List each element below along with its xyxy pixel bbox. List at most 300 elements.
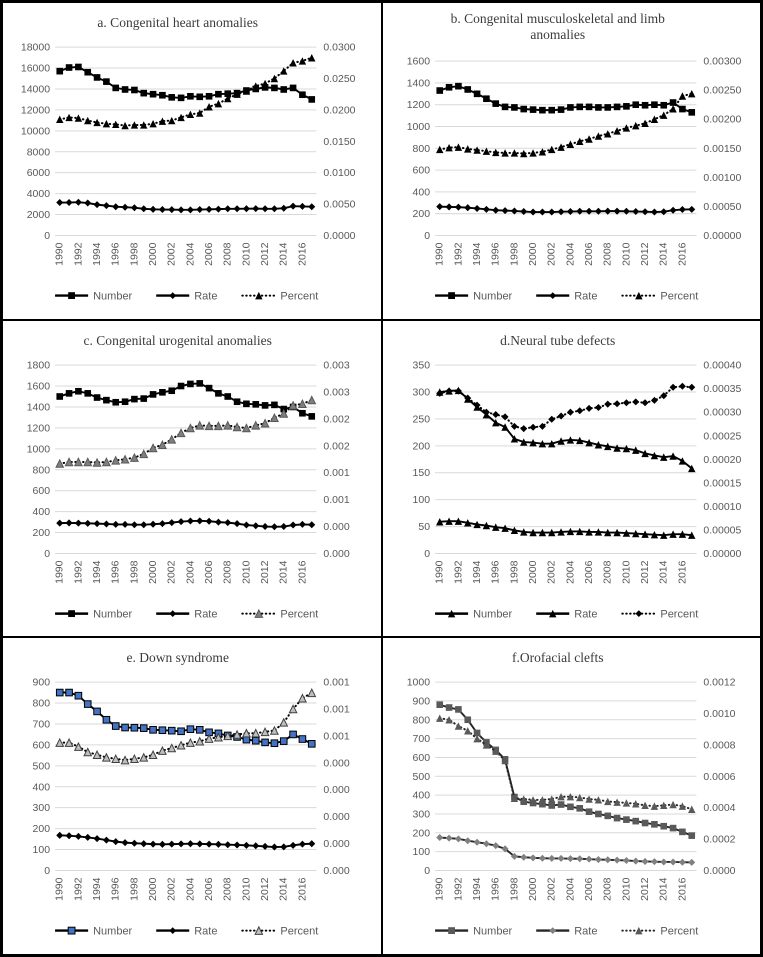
triangle-marker	[56, 460, 63, 467]
square-marker	[252, 738, 259, 745]
square-marker	[688, 109, 695, 116]
svg-text:1990: 1990	[433, 560, 446, 584]
svg-text:1994: 1994	[470, 242, 483, 266]
svg-text:1996: 1996	[489, 242, 502, 266]
legend-label: Rate	[573, 608, 597, 621]
square-marker	[548, 803, 555, 810]
triangle-marker	[280, 719, 287, 726]
svg-text:0.0150: 0.0150	[323, 135, 356, 148]
legend-label: Rate	[573, 925, 597, 938]
svg-text:2004: 2004	[563, 242, 576, 266]
diamond-marker	[549, 292, 556, 299]
square-marker	[483, 95, 490, 102]
square-marker	[613, 815, 620, 822]
square-marker	[641, 102, 648, 109]
square-marker	[280, 86, 287, 93]
square-marker	[122, 86, 129, 93]
legend-label: Number	[472, 290, 512, 303]
diamond-marker	[669, 859, 676, 866]
diamond-marker	[243, 205, 250, 212]
chart-panel-d	[382, 320, 762, 638]
svg-text:1996: 1996	[109, 877, 122, 902]
right-axis-labels	[323, 677, 349, 877]
diamond-marker	[548, 415, 555, 422]
svg-text:50: 50	[417, 520, 430, 533]
diamond-marker	[169, 292, 176, 299]
svg-text:0.00015: 0.00015	[702, 477, 741, 490]
svg-text:400: 400	[32, 505, 51, 518]
diamond-marker	[290, 842, 297, 849]
square-marker	[94, 394, 101, 401]
svg-text:900: 900	[32, 676, 51, 689]
diamond-marker	[492, 207, 499, 214]
svg-text:1998: 1998	[507, 560, 520, 584]
triangle-marker	[299, 695, 306, 702]
triangle-marker	[65, 739, 72, 746]
triangle-marker	[501, 423, 508, 430]
diamond-marker	[492, 842, 499, 849]
diamond-marker	[669, 383, 676, 390]
series-a-rate	[56, 199, 315, 214]
svg-text:1992: 1992	[72, 560, 85, 584]
svg-text:1000: 1000	[406, 676, 430, 689]
diamond-marker	[75, 833, 82, 840]
square-marker	[585, 809, 592, 816]
svg-text:2012: 2012	[259, 242, 272, 266]
right-axis-labels	[323, 359, 349, 559]
diamond-marker	[112, 521, 119, 528]
chart-a-title	[97, 15, 258, 30]
triangle-marker	[140, 450, 147, 457]
series-a-percent	[56, 54, 315, 129]
diamond-marker	[122, 521, 129, 528]
svg-text:300: 300	[412, 808, 430, 821]
chart-panel-b	[382, 2, 762, 320]
diamond-marker	[94, 520, 101, 527]
svg-text:2016: 2016	[296, 877, 309, 902]
diamond-marker	[635, 610, 642, 617]
diamond-marker	[178, 206, 185, 213]
svg-text:1400: 1400	[26, 401, 51, 414]
diamond-marker	[168, 206, 175, 213]
square-marker	[262, 402, 269, 409]
diamond-marker	[131, 840, 138, 847]
square-marker	[187, 93, 194, 100]
legend-item-number	[55, 926, 132, 938]
svg-text:2002: 2002	[165, 877, 178, 902]
square-marker	[196, 727, 203, 734]
diamond-marker	[84, 834, 91, 841]
diamond-marker	[66, 199, 73, 206]
svg-text:0.0010: 0.0010	[702, 708, 736, 721]
diamond-marker	[66, 833, 73, 840]
diamond-marker	[187, 206, 194, 213]
legend-item-percent	[622, 608, 698, 620]
triangle-marker	[688, 90, 695, 97]
square-marker	[103, 78, 110, 85]
right-axis-labels	[703, 359, 741, 559]
legend-item-rate	[536, 926, 597, 938]
legend-item-percent	[242, 608, 318, 620]
chart-panel-e	[2, 637, 382, 955]
triangle-marker	[650, 116, 657, 123]
diamond-marker	[140, 205, 147, 212]
svg-text:800: 800	[32, 697, 51, 710]
svg-text:0.001: 0.001	[323, 493, 350, 506]
svg-text:1998: 1998	[507, 877, 520, 902]
square-marker	[252, 401, 259, 408]
square-marker	[280, 738, 287, 745]
legend	[55, 926, 318, 938]
square-marker	[557, 106, 564, 113]
square-marker	[651, 821, 658, 828]
square-marker	[206, 384, 213, 391]
legend	[435, 290, 698, 302]
svg-text:400: 400	[412, 789, 430, 802]
svg-text:2006: 2006	[582, 560, 595, 584]
diamond-marker	[150, 841, 157, 848]
svg-text:0.00000: 0.00000	[702, 229, 741, 242]
diamond-marker	[576, 856, 583, 863]
svg-text:100: 100	[412, 846, 430, 859]
square-marker	[178, 382, 185, 389]
diamond-marker	[103, 837, 110, 844]
square-marker	[455, 83, 462, 90]
square-marker	[271, 85, 278, 92]
svg-text:600: 600	[412, 164, 430, 177]
diamond-marker	[159, 206, 166, 213]
diamond-marker	[650, 209, 657, 216]
svg-text:0: 0	[44, 547, 51, 560]
diamond-marker	[122, 839, 129, 846]
triangle-marker	[289, 59, 296, 66]
square-marker	[660, 823, 667, 830]
svg-text:0.0004: 0.0004	[702, 802, 736, 815]
svg-text:1998: 1998	[507, 242, 520, 266]
svg-text:200: 200	[32, 823, 51, 836]
svg-text:0: 0	[423, 547, 430, 560]
left-axis-labels	[21, 42, 50, 242]
svg-text:350: 350	[412, 359, 430, 372]
triangle-marker	[56, 116, 63, 123]
square-marker	[215, 390, 222, 397]
diamond-marker	[613, 400, 620, 407]
triangle-marker	[436, 146, 443, 153]
square-marker	[112, 399, 119, 406]
square-marker	[595, 104, 602, 111]
diamond-marker	[131, 204, 138, 211]
diamond-marker	[445, 203, 452, 210]
gridlines	[435, 365, 696, 553]
svg-text:1998: 1998	[128, 877, 141, 902]
series-e-percent	[56, 689, 315, 764]
svg-text:2000: 2000	[147, 877, 160, 902]
square-marker	[112, 723, 119, 730]
diamond-marker	[529, 855, 536, 862]
svg-text:0: 0	[44, 229, 51, 242]
diamond-marker	[159, 520, 166, 527]
legend	[55, 608, 318, 620]
svg-text:0.00150: 0.00150	[702, 142, 741, 155]
svg-text:2000: 2000	[147, 560, 160, 584]
svg-text:14000: 14000	[20, 83, 51, 96]
legend-item-number	[435, 926, 512, 938]
diamond-marker	[169, 610, 176, 617]
legend-label: Number	[93, 290, 133, 303]
diamond-marker	[103, 202, 110, 209]
svg-text:0.000: 0.000	[323, 520, 350, 533]
square-marker	[529, 106, 536, 113]
square-marker	[567, 804, 574, 811]
diamond-marker	[632, 858, 639, 865]
square-marker	[178, 728, 185, 735]
legend-label: Percent	[280, 925, 319, 938]
svg-text:2016: 2016	[675, 877, 688, 902]
svg-text:400: 400	[32, 781, 51, 794]
diamond-marker	[436, 203, 443, 210]
svg-text:1800: 1800	[26, 359, 51, 372]
svg-text:2012: 2012	[259, 877, 272, 902]
square-marker	[94, 74, 101, 81]
svg-text:2002: 2002	[545, 560, 558, 584]
svg-text:2006: 2006	[582, 242, 595, 266]
square-marker	[632, 818, 639, 825]
diamond-marker	[196, 517, 203, 524]
svg-text:2006: 2006	[203, 877, 216, 902]
square-marker	[168, 387, 175, 394]
diamond-marker	[252, 843, 259, 850]
svg-text:2016: 2016	[296, 242, 309, 266]
square-marker	[234, 398, 241, 405]
svg-text:2004: 2004	[184, 242, 197, 266]
svg-text:200: 200	[412, 827, 430, 840]
svg-text:2008: 2008	[221, 242, 234, 266]
series-b-percent	[436, 90, 695, 157]
svg-text:b. Congenital musculoskeletal: b. Congenital musculoskeletal and limb	[450, 11, 665, 27]
x-axis-labels	[433, 560, 688, 584]
square-marker	[56, 393, 63, 400]
diamond-marker	[131, 521, 138, 528]
diamond-marker	[215, 841, 222, 848]
svg-text:16000: 16000	[20, 62, 51, 75]
svg-text:700: 700	[412, 733, 430, 746]
square-marker	[168, 728, 175, 735]
chart-d-title	[500, 333, 615, 348]
svg-text:900: 900	[412, 695, 430, 708]
square-marker	[445, 705, 452, 712]
square-marker	[131, 395, 138, 402]
gridlines	[435, 61, 696, 235]
diamond-marker	[234, 205, 241, 212]
svg-text:2002: 2002	[545, 877, 558, 902]
legend-item-number	[435, 290, 512, 302]
chart-e-canvas	[3, 638, 381, 954]
svg-text:2010: 2010	[619, 560, 632, 584]
diamond-marker	[206, 517, 213, 524]
svg-text:1992: 1992	[72, 877, 85, 902]
diamond-marker	[436, 834, 443, 841]
legend-label: Rate	[194, 608, 218, 621]
square-marker	[187, 380, 194, 387]
diamond-marker	[169, 928, 176, 935]
diamond-marker	[290, 203, 297, 210]
legend-label: Percent	[280, 290, 319, 303]
square-marker	[290, 85, 297, 92]
square-marker	[112, 85, 119, 92]
svg-text:0.00025: 0.00025	[702, 429, 741, 442]
svg-text:2004: 2004	[184, 560, 197, 584]
svg-text:600: 600	[32, 739, 51, 752]
triangle-marker	[464, 727, 471, 734]
triangle-marker	[669, 801, 676, 808]
svg-text:0.00100: 0.00100	[702, 171, 741, 184]
diamond-marker	[234, 520, 241, 527]
diamond-marker	[206, 841, 213, 848]
chart-f-canvas	[383, 638, 761, 954]
diamond-marker	[641, 399, 648, 406]
square-marker	[224, 393, 231, 400]
square-marker	[613, 104, 620, 111]
svg-text:0.001: 0.001	[323, 676, 350, 689]
svg-text:600: 600	[32, 484, 51, 497]
square-marker	[150, 91, 157, 98]
square-marker	[445, 84, 452, 91]
square-marker	[215, 91, 222, 98]
square-marker	[299, 91, 306, 98]
triangle-marker	[149, 444, 156, 451]
square-marker	[641, 820, 648, 827]
svg-text:2000: 2000	[26, 209, 51, 222]
svg-text:1200: 1200	[26, 422, 51, 435]
diamond-marker	[66, 519, 73, 526]
diamond-marker	[557, 855, 564, 862]
diamond-marker	[492, 411, 499, 418]
diamond-marker	[473, 205, 480, 212]
svg-text:2004: 2004	[563, 560, 576, 584]
diamond-marker	[178, 518, 185, 525]
left-axis-labels	[406, 56, 430, 242]
svg-text:0.003: 0.003	[323, 359, 350, 372]
svg-text:1992: 1992	[72, 242, 85, 266]
diamond-marker	[501, 207, 508, 214]
square-marker	[548, 107, 555, 114]
diamond-marker	[262, 205, 269, 212]
square-marker	[679, 829, 686, 836]
square-marker	[178, 95, 185, 102]
square-marker	[520, 106, 527, 113]
svg-text:0: 0	[423, 865, 430, 878]
svg-text:anomalies: anomalies	[529, 27, 585, 43]
svg-text:0.0100: 0.0100	[323, 167, 356, 180]
square-marker	[140, 395, 147, 402]
square-marker	[122, 398, 129, 405]
svg-text:0.000: 0.000	[323, 547, 350, 560]
legend-item-percent	[242, 926, 318, 938]
square-marker	[576, 805, 583, 812]
series-c-rate	[56, 517, 315, 530]
svg-text:1996: 1996	[109, 560, 122, 584]
triangle-marker	[436, 715, 443, 722]
svg-text:0.0012: 0.0012	[702, 676, 736, 689]
diamond-marker	[688, 859, 695, 866]
svg-text:2016: 2016	[296, 560, 309, 584]
square-marker	[66, 390, 73, 397]
diamond-marker	[94, 201, 101, 208]
triangle-marker	[454, 723, 461, 730]
diamond-marker	[168, 519, 175, 526]
svg-text:200: 200	[32, 526, 51, 539]
chart-panel-f	[382, 637, 762, 955]
chart-panel-a	[2, 2, 382, 320]
svg-text:2012: 2012	[638, 877, 651, 902]
svg-text:2000: 2000	[526, 877, 539, 902]
diamond-marker	[122, 204, 129, 211]
diamond-marker	[566, 855, 573, 862]
square-marker	[131, 87, 138, 94]
svg-text:2012: 2012	[638, 242, 651, 266]
series-f-rate	[436, 834, 695, 866]
square-marker	[66, 64, 73, 71]
svg-text:4000: 4000	[26, 188, 51, 201]
svg-text:0.00030: 0.00030	[702, 406, 741, 419]
svg-text:0.0000: 0.0000	[702, 865, 736, 878]
svg-text:e. Down syndrome: e. Down syndrome	[126, 650, 229, 666]
square-marker	[168, 94, 175, 101]
square-marker	[308, 413, 315, 420]
svg-text:0.0300: 0.0300	[323, 41, 356, 54]
x-axis-labels	[54, 878, 309, 902]
diamond-marker	[538, 855, 545, 862]
svg-text:400: 400	[412, 186, 430, 199]
svg-text:2010: 2010	[240, 877, 253, 902]
svg-text:2002: 2002	[165, 242, 178, 266]
diamond-marker	[594, 856, 601, 863]
svg-text:2012: 2012	[638, 560, 651, 584]
svg-text:2010: 2010	[240, 560, 253, 584]
svg-text:0.001: 0.001	[323, 730, 350, 743]
series-e-rate	[56, 832, 315, 851]
svg-text:0.000: 0.000	[323, 865, 350, 878]
svg-text:1992: 1992	[451, 877, 464, 902]
diamond-marker	[224, 519, 231, 526]
diamond-marker	[482, 206, 489, 213]
triangle-marker	[84, 749, 91, 756]
square-marker	[196, 380, 203, 387]
svg-text:1990: 1990	[53, 877, 66, 902]
triangle-marker	[529, 149, 536, 156]
triangle-marker	[75, 743, 82, 750]
square-marker	[66, 690, 73, 697]
square-marker	[492, 100, 499, 107]
svg-text:1996: 1996	[489, 560, 502, 584]
svg-text:2000: 2000	[526, 560, 539, 584]
svg-text:0.00300: 0.00300	[702, 55, 741, 68]
diamond-marker	[548, 209, 555, 216]
svg-text:800: 800	[412, 142, 430, 155]
svg-text:0.001: 0.001	[323, 703, 350, 716]
legend-label: Rate	[194, 925, 218, 938]
svg-text:c. Congenital urogenital anom: c. Congenital urogenital anomalies	[83, 332, 272, 348]
legend-label: Number	[93, 925, 133, 938]
diamond-marker	[669, 207, 676, 214]
diamond-marker	[168, 841, 175, 848]
svg-text:2008: 2008	[221, 560, 234, 584]
square-marker	[604, 813, 611, 820]
diamond-marker	[520, 425, 527, 432]
svg-text:2002: 2002	[165, 560, 178, 584]
diamond-marker	[262, 843, 269, 850]
legend	[435, 926, 698, 938]
